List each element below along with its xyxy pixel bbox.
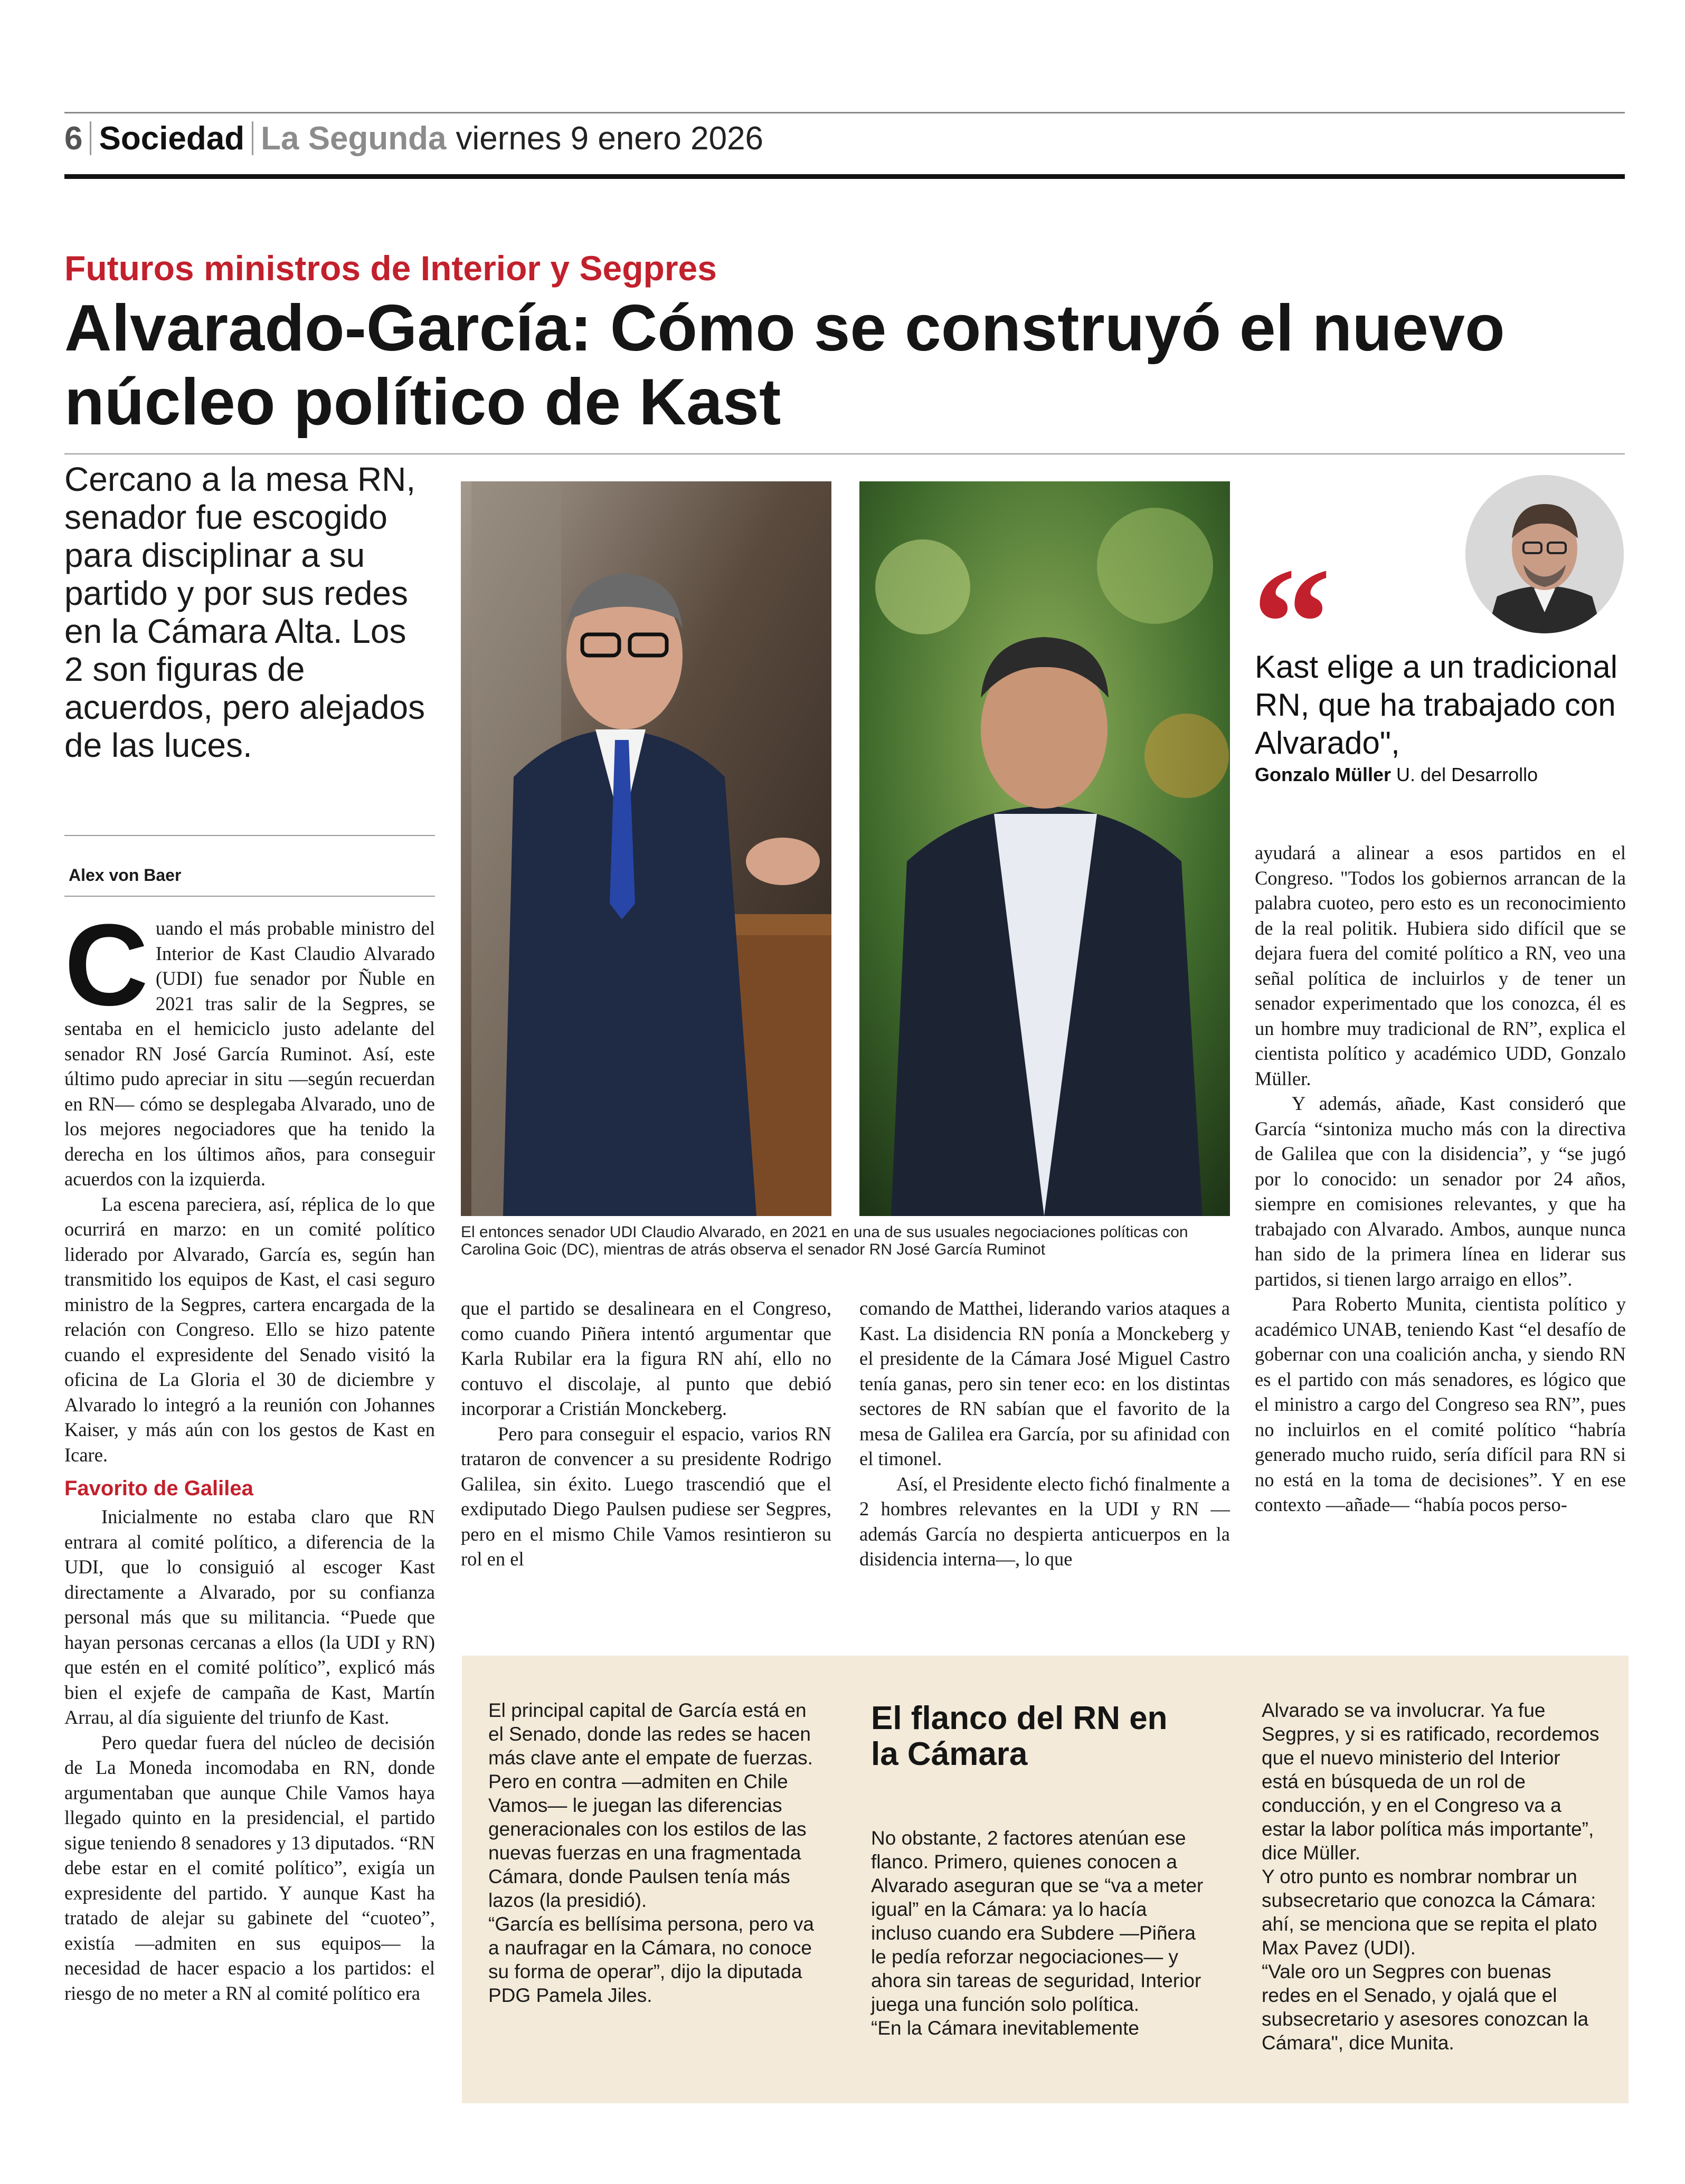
gonzalo-muller-portrait [1465, 475, 1624, 633]
paragraph: ayudará a alinear a esos partidos en el Congreso. "Todos los gobiernos arrancan de la palabra cuoteo, pero esto es un reconocimiento de la real politik. Hubiera sido difícil que se dejara fuera del comité político a RN, veo una señal política de incluirlos y de tener un senador experimentado que los conozca, él es un hombre muy tradicional de RN”, explica el cientista político y académico UDD, Gonzalo Müller. [1255, 842, 1626, 1089]
paragraph: Para Roberto Munita, cientista político y académico UNAB, teniendo Kast “el desafío de gobernar con una coalición ancha, y siendo RN es el partido con más senadores, es lógico que el ministro a cargo del Congreso sea RN”, pues no incluirlos en el comité político “habría generado mucho ruido, sería difícil para RN si no está en la toma de decisiones”. Y en ese contexto —añade— “había pocos perso- [1255, 1293, 1626, 1515]
article-column-1 [64, 900, 435, 2006]
box-column-3 [1262, 1698, 1599, 2055]
box-title: El flanco del RN en la Cámara [871, 1700, 1168, 1772]
article-kicker: Futuros ministros de Interior y Segpres [64, 249, 717, 288]
box-column-2 [871, 1826, 1209, 2040]
quote-attribution [1255, 764, 1538, 786]
article-deck: Cercano a la mesa RN, senador fue escogido para disciplinar a su partido y por sus redes en la Cámara Alta. Los 2 son figuras de acuerdos, pero alejados de las luces. [64, 460, 425, 764]
publication-name: La Segunda [261, 120, 447, 157]
photo-illustration [461, 481, 831, 1216]
quote-author: Gonzalo Müller [1255, 764, 1391, 785]
quote-affiliation: U. del Desarrollo [1396, 764, 1538, 785]
article-column-2 [461, 1296, 831, 1572]
paragraph: Así, el Presidente electo fichó finalmente a 2 hombres relevantes en la UDI y RN —además García no despierta anticuerpos en la disidencia interna—, lo que [859, 1473, 1230, 1570]
header-divider [252, 121, 253, 155]
photo-illustration [859, 481, 1230, 1216]
box-paragraph: “García es bellísima persona, pero va a naufragar en la Cámara, no conoce su forma de operar”, dijo la diputada PDG Pamela Jiles. [488, 1913, 814, 2006]
paragraph: Y además, añade, Kast consideró que García “sintoniza mucho más con la directiva de Galilea que con la disidencia”, y “se jugó por lo conocido: un senador por 24 años, siempre en comisiones relevantes, y que ha trabajado con Alvarado. Ambos, aunque nunca han sido de la primera línea en liderar sus partidos, si tienen largo arraigo en ellos”. [1255, 1093, 1626, 1290]
photo-claudio-alvarado [461, 481, 831, 1216]
byline: Alex von Baer [69, 866, 182, 885]
box-paragraph: Y otro punto es nombrar nombrar un subsecretario que conozca la Cámara: ahí, se menciona que se repita el plato Max Pavez (UDI). [1262, 1866, 1597, 1959]
drop-cap: C [64, 900, 148, 1030]
paragraph: Pero para conseguir el espacio, varios RN trataron de convencer a su presidente Rodrigo Galilea, sin éxito. Luego trascendió que el exdiputado Diego Paulsen pudiese ser Segpres, pero en el mismo Chile Vamos resintieron su rol en el [461, 1422, 831, 1570]
byline-rule [64, 896, 435, 897]
issue-date: viernes 9 enero 2026 [456, 120, 764, 157]
page-header [64, 117, 763, 159]
quote-mark-icon: “ [1252, 535, 1331, 710]
section-name: Sociedad [99, 120, 245, 157]
page-number: 6 [64, 120, 83, 157]
photo-caption: El entonces senador UDI Claudio Alvarado, en 2021 en una de sus usuales negociaciones políticas con Carolina Goic (DC), mientras de atrás observa el senador RN José García Ruminot [461, 1223, 1188, 1258]
box-paragraph: El principal capital de García está en el Senado, donde las redes se hacen más clave ante el empate de fuerzas. Pero en contra —admiten en Chile Vamos— le juegan las diferencias generacionales con los estilos de las nuevas fuerzas en una fragmentada Cámara, donde Paulsen tenía más lazos (la presidió). [488, 1699, 813, 1911]
paragraph: comando de Matthei, liderando varios ataques a Kast. La disidencia RN ponía a Monckeberg y el presidente de la Cámara José Miguel Castro tenía ganas, pero sin tener eco: en los distintas sectores de RN sabían que el favorito de la mesa de Galilea era García, por su afinidad con el timonel. [859, 1297, 1230, 1469]
box-paragraph: No obstante, 2 factores atenúan ese flanco. Primero, quienes conocen a Alvarado aseguran que se “va a meter igual” en la Cámara: ya lo hacía incluso cuando era Subdere —Piñera le pedía reforzar negociaciones— y ahora sin tareas de seguridad, Interior juega una función solo política. [871, 1827, 1204, 2015]
deck-rule [64, 835, 435, 836]
paragraph: uando el más probable ministro del Interior de Kast Claudio Alvarado (UDI) fue senador por Ñuble en 2021 tras salir de la Segpres, se sentaba en el hemiciclo justo adelante del senador RN José García Ruminot. Así, este último pudo apreciar in situ —según recuerdan en RN— cómo se desplegaba Alvarado, uno de los mejores negociadores que ha tenido la derecha en los últimos años, para conseguir acuerdos con la izquierda. [64, 917, 435, 1190]
pull-quote: Kast elige a un tradicional RN, que ha trabajado con Alvarado", [1255, 649, 1618, 761]
headline-rule [64, 453, 1625, 454]
paragraph: que el partido se desalineara en el Congreso, como cuando Piñera intentó argumentar que Karla Rubilar era la figura RN ahí, ello no contuvo el discolaje, al punto que debió incorporar a Cristián Monckeberg. [461, 1297, 831, 1419]
box-paragraph: “En la Cámara inevitablemente [871, 2017, 1139, 2039]
header-divider [90, 121, 91, 155]
portrait-illustration [1465, 475, 1624, 633]
box-column-1 [488, 1698, 816, 2007]
paragraph: La escena pareciera, así, réplica de lo que ocurrirá en marzo: en un comité político liderado por Alvarado, García es, según han transmitido los equipos de Kast, el casi seguro ministro de la Segpres, cartera encargada de la relación con Congreso. Ello se hizo patente cuando el expresidente del Senado visitó la oficina de La Gloria el 30 de diciembre y Alvarado lo integró a la reunión con Johannes Kaiser, y más aún con los gestos de Kast en Icare. [64, 1193, 435, 1466]
box-paragraph: Alvarado se va involucrar. Ya fue Segpres, y si es ratificado, recordemos que el nuevo ministerio del Interior está en búsqueda de un rol de conducción, y en el Congreso va a estar la labor política más importante”, dice Müller. [1262, 1699, 1599, 1864]
header-rule [64, 174, 1625, 179]
paragraph: Inicialmente no estaba claro que RN entrara al comité político, a diferencia de la UDI, que lo consiguió al escoger Kast directamente a Alvarado, por su confianza personal más que su militancia. “Puede que hayan personas cercanas a ellos (la UDI y RN) que estén en el comité político”, explicó más bien el exjefe de campaña de Kast, Martín Arrau, al día siguiente del triunfo de Kast. [64, 1506, 435, 1728]
photo-jose-garcia-ruminot [859, 481, 1230, 1216]
paragraph: Pero quedar fuera del núcleo de decisión de La Moneda incomodaba en RN, donde argumentaban que aunque Chile Vamos haya llegado quinto en la presidencial, el partido sigue teniendo 8 senadores y 13 diputados. “RN debe estar en el comité político”, exigía un expresidente del partido. Y aunque Kast ha tratado de alejar su gabinete del “cuoteo”, existía —admiten en sus equipos— la necesidad de hacer espacio a los partidos: el riesgo de no meter a RN al comité político era [64, 1731, 435, 2004]
article-column-3 [859, 1296, 1230, 1572]
box-paragraph: “Vale oro un Segpres con buenas redes en el Senado, y ojalá que el subsecretario y asesores conozcan la Cámara", dice Munita. [1262, 1961, 1589, 2054]
article-headline: Alvarado-García: Cómo se construyó el nuevo núcleo político de Kast [64, 292, 1505, 439]
top-rule [64, 112, 1625, 113]
article-column-4 [1255, 840, 1626, 1517]
subhead: Favorito de Galilea [64, 1477, 253, 1500]
